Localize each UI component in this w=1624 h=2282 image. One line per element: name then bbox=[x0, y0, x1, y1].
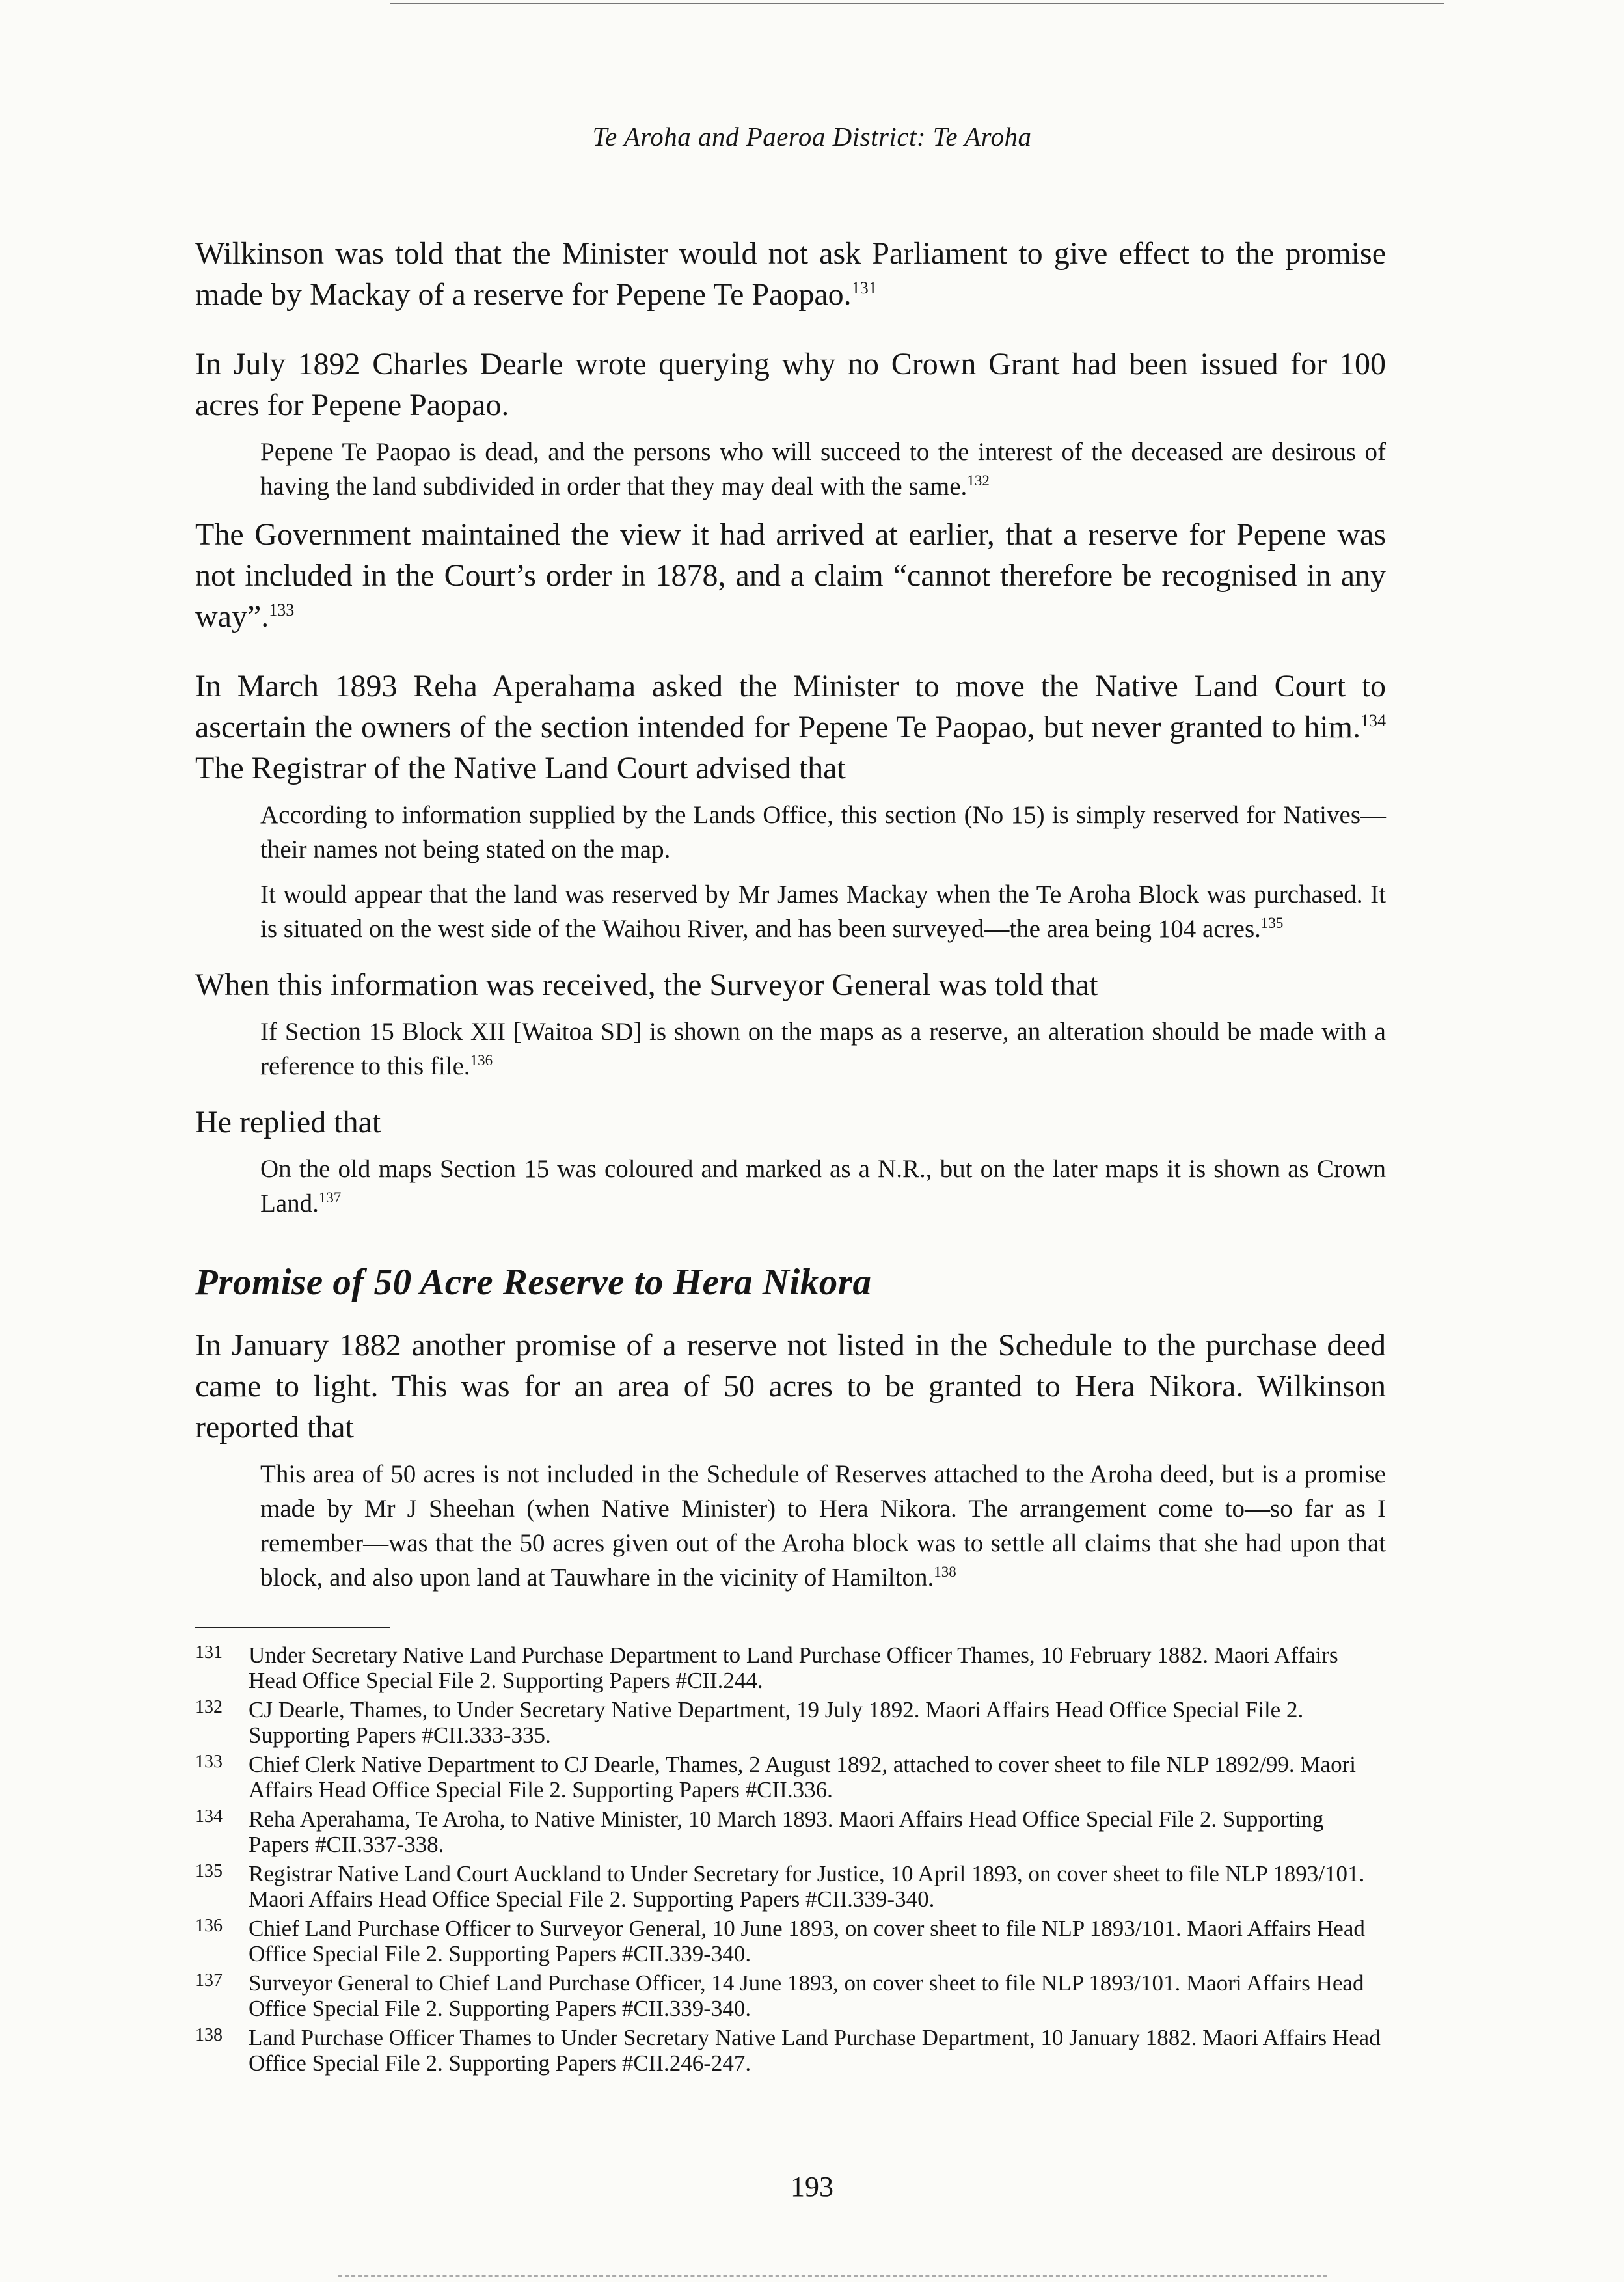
footnote-text: Reha Aperahama, Te Aroha, to Native Minister, 10 March 1893. Maori Affairs Head Office Special File 2. Supporting Papers #CII.337-338. bbox=[249, 1806, 1324, 1857]
footnote-separator bbox=[195, 1627, 390, 1628]
footnote-ref-136[interactable]: 136 bbox=[470, 1052, 493, 1068]
footnote-text: CJ Dearle, Thames, to Under Secretary Native Department, 19 July 1892. Maori Affairs Head Office Special File 2. Supporting Papers #CII.333-335. bbox=[249, 1697, 1304, 1748]
footnote-134 bbox=[195, 1806, 1386, 1857]
quote-text: If Section 15 Block XII [Waitoa SD] is shown on the maps as a reserve, an alteration should be made with a reference to this file. bbox=[260, 1018, 1386, 1080]
paragraph-7 bbox=[195, 1325, 1386, 1448]
footnote-text: Chief Land Purchase Officer to Surveyor General, 10 June 1893, on cover sheet to file NLP 1893/101. Maori Affairs Head Office Special File 2. Supporting Papers #CII.339-340. bbox=[249, 1916, 1365, 1966]
footnote-number: 134 bbox=[195, 1806, 223, 1827]
footnote-number: 138 bbox=[195, 2025, 223, 2045]
bottom-rule bbox=[338, 2275, 1327, 2277]
paragraph-text: Wilkinson was told that the Minister would not ask Parliament to give effect to the promise made by Mackay of a reserve for Pepene Te Paopao. bbox=[195, 236, 1386, 312]
footnote-132 bbox=[195, 1697, 1386, 1748]
running-head: Te Aroha and Paeroa District: Te Aroha bbox=[592, 122, 1032, 152]
footnotes bbox=[195, 1642, 1386, 2080]
top-rule bbox=[390, 3, 1444, 4]
quote-text: This area of 50 acres is not included in the Schedule of Reserves attached to the Aroha deed, but is a promise made by Mr J Sheehan (when Native Minister) to Hera Nikora. The arrangement come to—so far as I remember—was that the 50 acres given out of the Aroha block was to settle all claims that she had upon that block, and also upon land at Tauwhare in the vicinity of Hamilton. bbox=[260, 1460, 1386, 1592]
block-quote-5 bbox=[260, 1152, 1386, 1221]
block-quote-6 bbox=[260, 1457, 1386, 1595]
footnote-133 bbox=[195, 1752, 1386, 1802]
page-number: 193 bbox=[791, 2171, 833, 2203]
footnote-number: 131 bbox=[195, 1642, 223, 1663]
footnote-number: 136 bbox=[195, 1916, 223, 1936]
block-quote-4 bbox=[260, 1014, 1386, 1083]
footnote-text: Under Secretary Native Land Purchase Department to Land Purchase Officer Thames, 10 February 1882. Maori Affairs Head Office Special File 2. Supporting Papers #CII.244. bbox=[249, 1642, 1338, 1693]
block-quote-1 bbox=[260, 435, 1386, 504]
paragraph-4 bbox=[195, 666, 1386, 789]
footnote-ref-131[interactable]: 131 bbox=[851, 278, 877, 297]
quote-text: On the old maps Section 15 was coloured and marked as a N.R., but on the later maps it is shown as Crown Land. bbox=[260, 1155, 1386, 1217]
footnote-ref-134[interactable]: 134 bbox=[1360, 711, 1386, 730]
footnote-138 bbox=[195, 2025, 1386, 2076]
footnote-number: 133 bbox=[195, 1752, 223, 1772]
footnote-137 bbox=[195, 1970, 1386, 2021]
footnote-text: Chief Clerk Native Department to CJ Dearle, Thames, 2 August 1892, attached to cover sheet to file NLP 1892/99. Maori Affairs Head Office Special File 2. Supporting Papers #CII.336. bbox=[249, 1752, 1356, 1802]
footnote-131 bbox=[195, 1642, 1386, 1693]
footnote-ref-137[interactable]: 137 bbox=[318, 1189, 342, 1206]
main-text bbox=[195, 233, 1386, 1605]
quote-text: It would appear that the land was reserved by Mr James Mackay when the Te Aroha Block was purchased. It is situated on the west side of the Waihou River, and has been surveyed—the area being 104 acres. bbox=[260, 880, 1386, 943]
footnote-text: Land Purchase Officer Thames to Under Secretary Native Land Purchase Department, 10 January 1882. Maori Affairs Head Office Special File 2. Supporting Papers #CII.246-247. bbox=[249, 2025, 1381, 2076]
paragraph-1 bbox=[195, 233, 1386, 315]
paragraph-5 bbox=[195, 964, 1386, 1005]
paragraph-text: The Government maintained the view it had arrived at earlier, that a reserve for Pepene was not included in the Court’s order in 1878, and a claim “cannot therefore be recognised in any way”. bbox=[195, 517, 1386, 634]
footnote-text: Registrar Native Land Court Auckland to Under Secretary for Justice, 10 April 1893, on cover sheet to file NLP 1893/101. Maori Affairs Head Office Special File 2. Supporting Papers #CII.339-340. bbox=[249, 1861, 1365, 1912]
quote-text: According to information supplied by the Lands Office, this section (No 15) is simply reserved for Natives—their names not being stated on the map. bbox=[260, 801, 1386, 863]
footnote-number: 137 bbox=[195, 1970, 223, 1990]
block-quote-2 bbox=[260, 798, 1386, 867]
paragraph-text: In March 1893 Reha Aperahama asked the Minister to move the Native Land Court to ascertain the owners of the section intended for Pepene Te Paopao, but never granted to him. bbox=[195, 669, 1386, 744]
paragraph-text: In July 1892 Charles Dearle wrote querying why no Crown Grant had been issued for 100 acres for Pepene Paopao. bbox=[195, 347, 1386, 422]
footnote-text: Surveyor General to Chief Land Purchase Officer, 14 June 1893, on cover sheet to file NLP 1893/101. Maori Affairs Head Office Special File 2. Supporting Papers #CII.339-340. bbox=[249, 1970, 1364, 2021]
section-heading: Promise of 50 Acre Reserve to Hera Nikora bbox=[195, 1262, 872, 1303]
paragraph-text: He replied that bbox=[195, 1105, 381, 1139]
paragraph-6 bbox=[195, 1102, 1386, 1143]
footnote-ref-133[interactable]: 133 bbox=[269, 601, 295, 619]
footnote-ref-132[interactable]: 132 bbox=[967, 472, 990, 489]
footnote-number: 135 bbox=[195, 1861, 223, 1881]
footnote-ref-135[interactable]: 135 bbox=[1260, 915, 1284, 931]
quote-text: Pepene Te Paopao is dead, and the persons who will succeed to the interest of the deceased are desirous of having the land subdivided in order that they may deal with the same. bbox=[260, 438, 1386, 500]
paragraph-3 bbox=[195, 514, 1386, 637]
footnote-135 bbox=[195, 1861, 1386, 1912]
paragraph-text: In January 1882 another promise of a reserve not listed in the Schedule to the purchase deed came to light. This was for an area of 50 acres to be granted to Hera Nikora. Wilkinson reported that bbox=[195, 1328, 1386, 1445]
paragraph-text: When this information was received, the Surveyor General was told that bbox=[195, 968, 1098, 1002]
paragraph-2 bbox=[195, 344, 1386, 426]
paragraph-text: The Registrar of the Native Land Court advised that bbox=[195, 751, 846, 785]
footnote-number: 132 bbox=[195, 1697, 223, 1717]
footnote-ref-138[interactable]: 138 bbox=[934, 1564, 956, 1580]
footnote-136 bbox=[195, 1916, 1386, 1966]
block-quote-3 bbox=[260, 877, 1386, 946]
